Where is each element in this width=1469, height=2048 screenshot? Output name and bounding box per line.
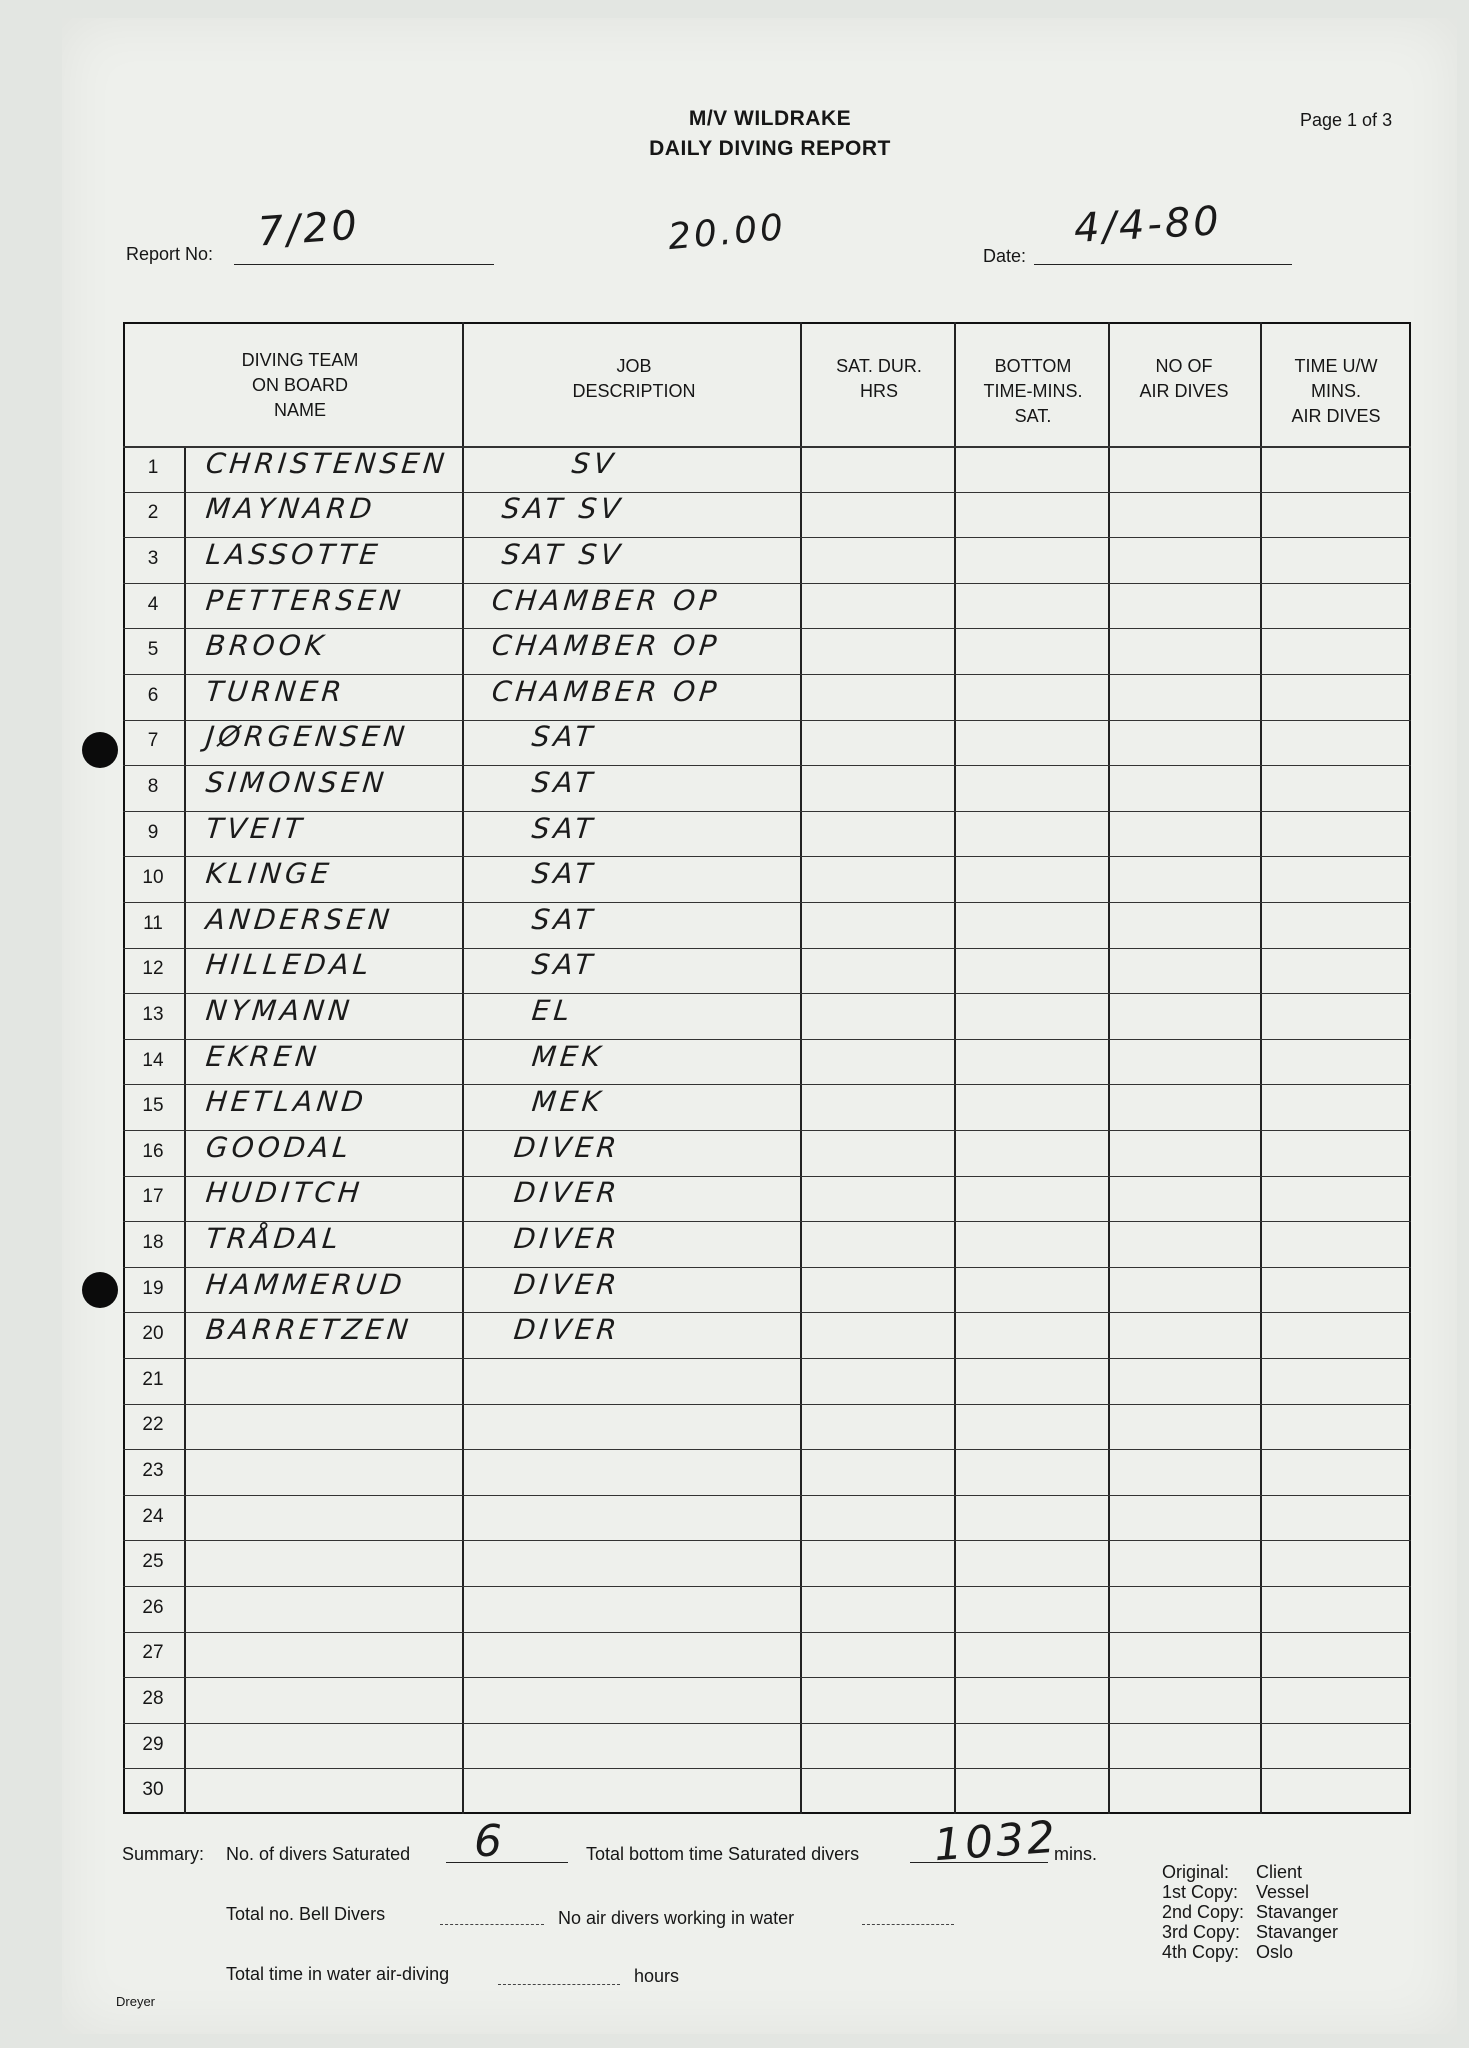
col-header-bottom-time: BOTTOM TIME-MINS. SAT. [983,356,1083,426]
row-number: 19 [142,1277,164,1299]
row-number: 6 [147,684,159,706]
table-column-divider [462,322,464,1814]
punch-hole-bottom [82,1272,118,1308]
diver-name: HILLEDAL [204,948,375,982]
row-number: 8 [147,776,159,797]
row-number: 29 [142,1733,164,1755]
diver-name: BROOK [204,629,329,663]
row-number: 14 [142,1049,164,1071]
diver-name: BARRETZEN [204,1313,414,1347]
report-no-value: 7/20 [256,202,362,256]
row-number: 24 [142,1505,164,1527]
table-row-divider [123,1632,1411,1633]
col-header-name: DIVING TEAM ON BOARD NAME [241,350,359,420]
job-description: MEK [530,1085,606,1119]
diver-name: KLINGE [204,857,335,891]
mins-label: mins. [1054,1844,1098,1864]
date-underline [1034,264,1292,265]
date-value: 4/4-80 [1072,198,1223,252]
table-row-divider [123,1768,1411,1769]
diver-name: JØRGENSEN [204,720,411,754]
diver-name: NYMANN [204,994,355,1027]
row-number: 16 [142,1140,164,1162]
diver-name: SIMONSEN [204,766,390,799]
bottom-time-value: 1032 [932,1811,1060,1872]
bottom-time-label: Total bottom time Saturated divers [586,1844,860,1864]
row-number: 30 [142,1779,164,1801]
row-number: 7 [147,730,159,752]
row-number: 25 [142,1551,164,1573]
divers-saturated-underline [446,1862,568,1863]
job-description: SAT [530,857,598,891]
table-row-divider [123,811,1411,812]
row-number: 2 [147,502,159,524]
page-number: Page 1 of 3 [1300,110,1393,130]
row-number: 17 [142,1186,164,1208]
job-description: SV [570,446,619,480]
table-row-divider [123,1540,1411,1541]
row-number: 13 [142,1004,164,1025]
diver-name: ANDERSEN [204,902,395,936]
diver-name: MAYNARD [204,492,378,526]
diver-name: EKREN [204,1039,322,1073]
summary-label: Summary: [122,1844,205,1864]
row-number: 9 [147,821,159,843]
job-description: CHAMBER OP [490,583,722,617]
job-description: DIVER [512,1222,622,1255]
diver-name: GOODAL [204,1130,354,1164]
table-row-divider [123,1449,1411,1450]
printer-mark: Dreyer [116,1994,156,2009]
job-description: SAT SV [500,492,626,526]
diver-name: TRÅDAL [204,1222,344,1255]
job-description: SAT [530,948,598,982]
distribution-row: 3rd Copy: Stavanger [1162,1922,1339,1942]
row-number: 26 [142,1596,164,1618]
bell-divers-label: Total no. Bell Divers [226,1904,386,1924]
divers-saturated-value: 6 [474,1816,505,1867]
divers-saturated-label: No. of divers Saturated [226,1844,411,1864]
hours-label: hours [634,1966,680,1986]
air-divers-label: No air divers working in water [558,1908,795,1928]
vessel-title: M/V WILDRAKE [688,107,852,130]
table-row-divider [123,1586,1411,1587]
table-column-divider [1108,322,1110,1814]
table-row-divider [123,1677,1411,1678]
job-description: SAT [530,902,598,936]
row-number: 1 [147,456,159,478]
report-time-value: 20.00 [666,206,788,259]
diver-name: CHRISTENSEN [204,446,450,480]
distribution-row: 2nd Copy: Stavanger [1162,1902,1339,1922]
diver-name: LASSOTTE [204,538,383,571]
air-time-underline [498,1984,620,1985]
table-column-divider [954,322,956,1814]
distribution-row: 4th Copy: Oslo [1162,1942,1294,1962]
row-number: 3 [147,548,159,569]
job-description: DIVER [512,1130,622,1164]
col-header-time-uw: TIME U/W MINS. AIR DIVES [1291,356,1381,426]
table-column-divider [800,322,802,1814]
report-title-block [560,104,980,164]
job-description: DIVER [512,1176,622,1210]
report-title: DAILY DIVING REPORT [649,137,891,160]
row-number: 4 [147,593,159,615]
job-description: SAT [530,720,598,754]
row-number: 11 [143,912,163,934]
report-no-label: Report No: [126,244,214,264]
table-row-divider [123,1723,1411,1724]
punch-hole-top [82,732,118,768]
table-row-divider [123,1495,1411,1496]
job-description: EL [530,994,576,1027]
row-number: 15 [142,1095,164,1117]
date-label: Date: [983,246,1027,266]
job-description: CHAMBER OP [490,629,722,663]
row-number: 22 [142,1414,164,1436]
row-number: 5 [147,639,159,661]
distribution-row: 1st Copy: Vessel [1162,1882,1310,1902]
col-header-air-dives: NO OF AIR DIVES [1139,356,1229,401]
row-number: 27 [142,1642,164,1664]
diver-name: HAMMERUD [204,1267,408,1301]
row-number: 20 [142,1323,164,1345]
air-time-label: Total time in water air-diving [226,1964,450,1984]
diver-name: HUDITCH [204,1176,365,1210]
bell-divers-underline [440,1924,544,1925]
row-number: 18 [142,1232,164,1253]
row-number: 12 [142,958,164,980]
job-description: SAT [530,766,598,799]
row-number: 10 [142,867,164,889]
diver-name: HETLAND [204,1085,369,1119]
row-number: 23 [142,1460,164,1481]
col-header-sat-dur: SAT. DUR. HRS [836,356,922,401]
row-number: 21 [142,1368,164,1390]
job-description: SAT [530,811,598,845]
distribution-row: Original: Client [1162,1862,1303,1882]
report-no-underline [234,264,494,265]
distribution-list [1162,1862,1338,1962]
job-description: DIVER [512,1267,622,1301]
air-divers-underline [862,1924,954,1925]
bottom-time-underline [910,1862,1048,1863]
diver-name: PETTERSEN [204,583,407,617]
table-row-divider [123,1404,1411,1405]
row-number: 28 [142,1688,164,1709]
job-description: MEK [530,1039,606,1073]
diver-name: TURNER [204,674,347,708]
job-description: DIVER [512,1313,622,1347]
table-column-divider [1260,322,1262,1814]
job-description: CHAMBER OP [490,674,722,708]
diver-name: TVEIT [204,811,308,845]
col-header-job: JOB DESCRIPTION [572,356,696,401]
job-description: SAT SV [500,538,626,571]
table-row-divider [123,1358,1411,1359]
